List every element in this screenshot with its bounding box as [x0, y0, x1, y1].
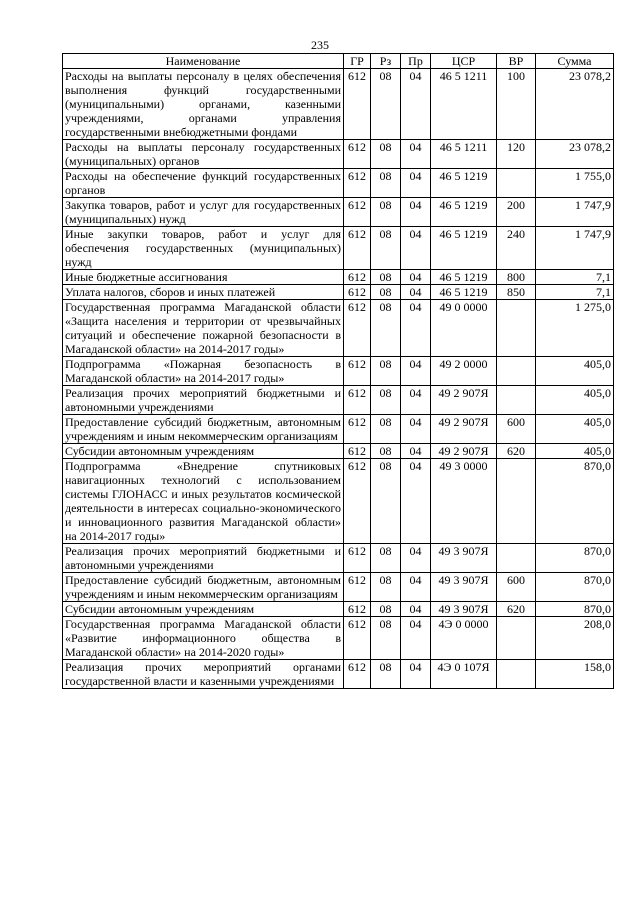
cell-pr: 04 — [401, 386, 431, 415]
cell-name: Реализация прочих мероприятий бюджетными и автономными учреждениями — [63, 544, 344, 573]
cell-csr: 49 2 907Я — [431, 386, 497, 415]
header-sum: Сумма — [536, 54, 614, 69]
cell-pr: 04 — [401, 270, 431, 285]
cell-sum: 23 078,2 — [536, 140, 614, 169]
header-vr: ВР — [497, 54, 536, 69]
cell-rz: 08 — [371, 415, 401, 444]
table-row — [63, 140, 614, 169]
cell-name: Уплата налогов, сборов и иных платежей — [63, 285, 344, 300]
table-row — [63, 198, 614, 227]
cell-name: Иные бюджетные ассигнования — [63, 270, 344, 285]
cell-pr: 04 — [401, 459, 431, 544]
cell-sum: 7,1 — [536, 270, 614, 285]
cell-pr: 04 — [401, 617, 431, 660]
cell-name: Предоставление субсидий бюджетным, автономным учреждениям и иным некоммерческим организациям — [63, 415, 344, 444]
table-row — [63, 415, 614, 444]
cell-rz: 08 — [371, 198, 401, 227]
cell-csr: 46 5 1219 — [431, 198, 497, 227]
cell-rz: 08 — [371, 660, 401, 689]
cell-pr: 04 — [401, 444, 431, 459]
cell-vr — [497, 169, 536, 198]
cell-sum: 870,0 — [536, 602, 614, 617]
cell-rz: 08 — [371, 544, 401, 573]
cell-csr: 49 3 907Я — [431, 544, 497, 573]
cell-gr: 612 — [344, 285, 371, 300]
cell-name: Реализация прочих мероприятий органами государственной власти и казенными учреждениями — [63, 660, 344, 689]
cell-gr: 612 — [344, 386, 371, 415]
cell-pr: 04 — [401, 602, 431, 617]
cell-pr: 04 — [401, 300, 431, 357]
cell-gr: 612 — [344, 573, 371, 602]
table-row — [63, 300, 614, 357]
cell-rz: 08 — [371, 285, 401, 300]
cell-pr: 04 — [401, 357, 431, 386]
cell-pr: 04 — [401, 415, 431, 444]
cell-vr: 800 — [497, 270, 536, 285]
cell-rz: 08 — [371, 386, 401, 415]
cell-rz: 08 — [371, 444, 401, 459]
cell-vr — [497, 617, 536, 660]
cell-name: Закупка товаров, работ и услуг для государственных (муниципальных) нужд — [63, 198, 344, 227]
cell-name: Подпрограмма «Пожарная безопасность в Магаданской области» на 2014-2017 годы» — [63, 357, 344, 386]
table-row — [63, 459, 614, 544]
cell-pr: 04 — [401, 169, 431, 198]
table-row — [63, 386, 614, 415]
cell-sum: 870,0 — [536, 459, 614, 544]
cell-sum: 405,0 — [536, 415, 614, 444]
cell-csr: 46 5 1219 — [431, 270, 497, 285]
cell-rz: 08 — [371, 602, 401, 617]
cell-pr: 04 — [401, 198, 431, 227]
cell-vr: 850 — [497, 285, 536, 300]
table-body — [63, 69, 614, 689]
cell-vr: 600 — [497, 573, 536, 602]
cell-sum: 208,0 — [536, 617, 614, 660]
cell-csr: 46 5 1211 — [431, 69, 497, 140]
cell-name: Реализация прочих мероприятий бюджетными и автономными учреждениями — [63, 386, 344, 415]
cell-vr: 620 — [497, 602, 536, 617]
cell-vr — [497, 386, 536, 415]
cell-gr: 612 — [344, 357, 371, 386]
table-row — [63, 660, 614, 689]
cell-csr: 46 5 1219 — [431, 227, 497, 270]
cell-name: Государственная программа Магаданской области «Развитие информационного общества в Магаданской области» на 2014-2020 годы» — [63, 617, 344, 660]
table-row — [63, 544, 614, 573]
page-number: 235 — [311, 38, 329, 52]
cell-vr — [497, 300, 536, 357]
cell-pr: 04 — [401, 285, 431, 300]
table-row — [63, 357, 614, 386]
cell-rz: 08 — [371, 270, 401, 285]
cell-vr: 200 — [497, 198, 536, 227]
cell-name: Предоставление субсидий бюджетным, автономным учреждениям и иным некоммерческим организациям — [63, 573, 344, 602]
header-pr: Пр — [401, 54, 431, 69]
cell-pr: 04 — [401, 544, 431, 573]
cell-name: Подпрограмма «Внедрение спутниковых навигационных технологий с использованием системы ГЛОНАСС и иных результатов космической деятельности в интересах социально-экономического и инновационного развития Магаданской области» на 2014-2017 годы» — [63, 459, 344, 544]
cell-vr: 620 — [497, 444, 536, 459]
cell-sum: 23 078,2 — [536, 69, 614, 140]
cell-gr: 612 — [344, 270, 371, 285]
cell-sum: 405,0 — [536, 357, 614, 386]
cell-gr: 612 — [344, 69, 371, 140]
table-row — [63, 270, 614, 285]
cell-gr: 612 — [344, 198, 371, 227]
cell-sum: 1 747,9 — [536, 198, 614, 227]
cell-sum: 405,0 — [536, 444, 614, 459]
cell-gr: 612 — [344, 300, 371, 357]
cell-gr: 612 — [344, 544, 371, 573]
cell-vr — [497, 357, 536, 386]
cell-pr: 04 — [401, 660, 431, 689]
table-row — [63, 169, 614, 198]
cell-rz: 08 — [371, 357, 401, 386]
cell-vr: 240 — [497, 227, 536, 270]
cell-gr: 612 — [344, 415, 371, 444]
cell-gr: 612 — [344, 459, 371, 544]
cell-csr: 49 2 907Я — [431, 444, 497, 459]
cell-rz: 08 — [371, 459, 401, 544]
cell-gr: 612 — [344, 140, 371, 169]
cell-sum: 870,0 — [536, 544, 614, 573]
cell-rz: 08 — [371, 140, 401, 169]
cell-sum: 158,0 — [536, 660, 614, 689]
cell-sum: 405,0 — [536, 386, 614, 415]
cell-sum: 1 755,0 — [536, 169, 614, 198]
cell-csr: 46 5 1211 — [431, 140, 497, 169]
cell-vr — [497, 459, 536, 544]
header-gr: ГР — [344, 54, 371, 69]
cell-pr: 04 — [401, 140, 431, 169]
cell-gr: 612 — [344, 617, 371, 660]
header-name: Наименование — [63, 54, 344, 69]
cell-csr: 46 5 1219 — [431, 285, 497, 300]
cell-csr: 4Э 0 0000 — [431, 617, 497, 660]
cell-pr: 04 — [401, 69, 431, 140]
cell-csr: 46 5 1219 — [431, 169, 497, 198]
cell-name: Расходы на обеспечение функций государственных органов — [63, 169, 344, 198]
cell-csr: 49 3 907Я — [431, 602, 497, 617]
cell-csr: 49 2 907Я — [431, 415, 497, 444]
table-row — [63, 69, 614, 140]
table-header-row — [63, 54, 614, 69]
table-row — [63, 602, 614, 617]
cell-rz: 08 — [371, 227, 401, 270]
cell-vr: 600 — [497, 415, 536, 444]
cell-csr: 49 0 0000 — [431, 300, 497, 357]
cell-rz: 08 — [371, 573, 401, 602]
table-row — [63, 573, 614, 602]
cell-name: Государственная программа Магаданской области «Защита населения и территории от чрезвычайных ситуаций и обеспечение пожарной безопасности в Магаданской области» на 2014-2017 годы» — [63, 300, 344, 357]
cell-name: Иные закупки товаров, работ и услуг для обеспечения государственных (муниципальных) нужд — [63, 227, 344, 270]
table-row — [63, 227, 614, 270]
budget-table — [62, 53, 614, 689]
cell-name: Субсидии автономным учреждениям — [63, 602, 344, 617]
cell-vr — [497, 544, 536, 573]
cell-name: Субсидии автономным учреждениям — [63, 444, 344, 459]
cell-rz: 08 — [371, 169, 401, 198]
table-row — [63, 444, 614, 459]
table-row — [63, 617, 614, 660]
cell-rz: 08 — [371, 617, 401, 660]
cell-vr — [497, 660, 536, 689]
cell-name: Расходы на выплаты персоналу в целях обеспечения выполнения функций государственными (муниципальными) органами, казенными учреждениями, органами управления государственными внебюджетными фондами — [63, 69, 344, 140]
cell-csr: 4Э 0 107Я — [431, 660, 497, 689]
cell-sum: 870,0 — [536, 573, 614, 602]
cell-gr: 612 — [344, 227, 371, 270]
cell-sum: 1 747,9 — [536, 227, 614, 270]
cell-rz: 08 — [371, 69, 401, 140]
cell-gr: 612 — [344, 444, 371, 459]
cell-name: Расходы на выплаты персоналу государственных (муниципальных) органов — [63, 140, 344, 169]
cell-sum: 7,1 — [536, 285, 614, 300]
cell-gr: 612 — [344, 602, 371, 617]
cell-csr: 49 2 0000 — [431, 357, 497, 386]
cell-csr: 49 3 0000 — [431, 459, 497, 544]
cell-csr: 49 3 907Я — [431, 573, 497, 602]
cell-gr: 612 — [344, 660, 371, 689]
table-row — [63, 285, 614, 300]
cell-pr: 04 — [401, 573, 431, 602]
cell-pr: 04 — [401, 227, 431, 270]
cell-vr: 100 — [497, 69, 536, 140]
cell-gr: 612 — [344, 169, 371, 198]
header-rz: Рз — [371, 54, 401, 69]
cell-sum: 1 275,0 — [536, 300, 614, 357]
cell-vr: 120 — [497, 140, 536, 169]
header-csr: ЦСР — [431, 54, 497, 69]
cell-rz: 08 — [371, 300, 401, 357]
